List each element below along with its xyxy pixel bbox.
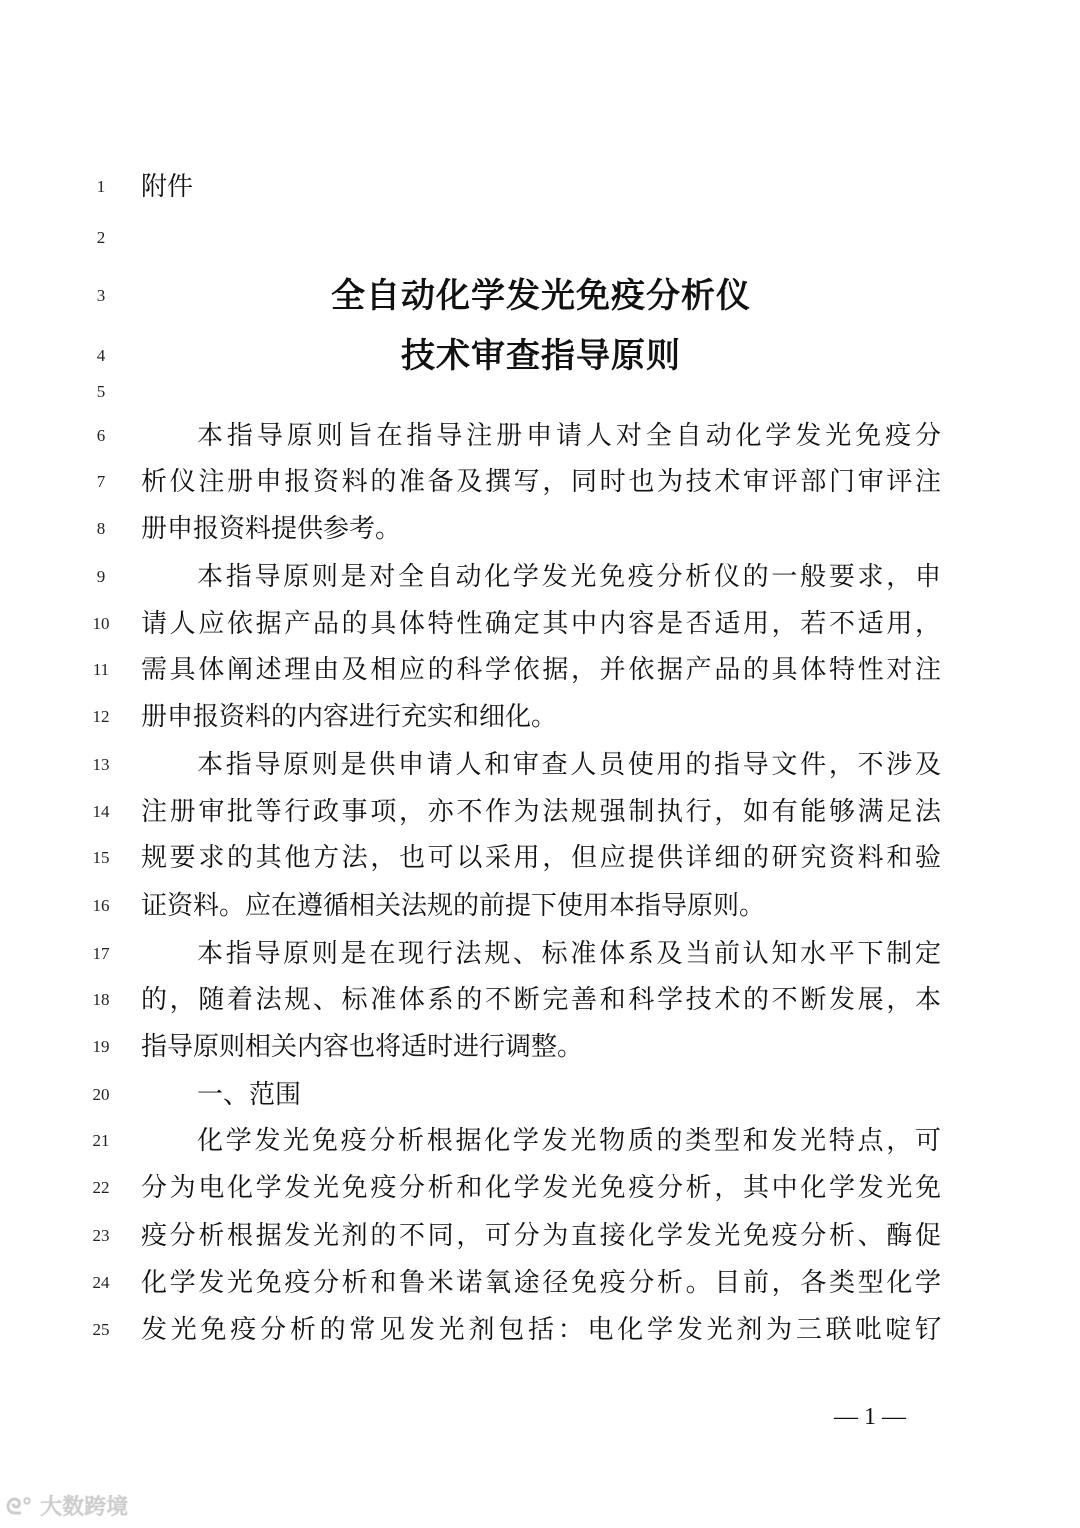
line-number: 11 [92, 660, 110, 679]
paragraph-line: 注册审批等行政事项，亦不作为法规强制执行，如有能够满足法 [141, 797, 941, 827]
line-number: 24 [92, 1273, 110, 1292]
document-line [0, 372, 1080, 412]
line-number: 3 [96, 286, 106, 305]
line-number: 12 [92, 707, 110, 726]
page-number: — 1 — [834, 1404, 906, 1430]
document-line [0, 336, 1080, 376]
document-line [0, 276, 1080, 316]
line-number: 13 [92, 755, 110, 774]
paragraph-line: 册申报资料的内容进行充实和细化。 [141, 702, 558, 732]
document-line [0, 980, 1080, 1020]
document-line [0, 792, 1080, 832]
line-number: 4 [96, 346, 106, 365]
line-number: 21 [92, 1131, 110, 1150]
line-number: 7 [96, 472, 106, 491]
line-number: 19 [92, 1037, 110, 1056]
paragraph-line: 本指导原则是供申请人和审查人员使用的指导文件，不涉及 [197, 750, 941, 780]
line-number: 18 [92, 990, 110, 1009]
section-heading: 附件 [141, 172, 194, 202]
document-line [0, 934, 1080, 974]
document-title: 技术审查指导原则 [401, 336, 681, 376]
paragraph-line: 册申报资料提供参考。 [141, 514, 402, 544]
document-line [0, 1075, 1080, 1115]
document-line [0, 697, 1080, 737]
line-number: 14 [92, 802, 110, 821]
paragraph-line: 分为电化学发光免疫分析和化学发光免疫分析，其中化学发光免 [141, 1173, 941, 1203]
paragraph-line: 指导原则相关内容也将适时进行调整。 [141, 1032, 584, 1062]
paragraph-line: 发光免疫分析的常见发光剂包括：电化学发光剂为三联吡啶钌 [141, 1315, 941, 1345]
document-line [0, 1121, 1080, 1161]
paragraph-line: 规要求的其他方法，也可以采用，但应提供详细的研究资料和验 [141, 843, 941, 873]
document-line [0, 462, 1080, 502]
document-line [0, 604, 1080, 644]
document-line [0, 218, 1080, 258]
document-line [0, 745, 1080, 785]
section-heading: 一、范围 [197, 1080, 302, 1110]
paragraph-line: 析仪注册申报资料的准备及撰写，同时也为技术审评部门审评注 [141, 467, 941, 497]
line-number: 16 [92, 896, 110, 915]
document-line [0, 650, 1080, 690]
document-line [0, 1027, 1080, 1067]
document-line [0, 1168, 1080, 1208]
paragraph-line: 疫分析根据发光剂的不同，可分为直接化学发光免疫分析、酶促 [141, 1221, 941, 1251]
line-number: 8 [96, 519, 106, 538]
line-number: 10 [92, 614, 110, 633]
document-line [0, 1310, 1080, 1350]
paragraph-line: 需具体阐述理由及相应的科学依据，并依据产品的具体特性对注 [141, 655, 941, 685]
line-number: 9 [96, 567, 106, 586]
line-number: 23 [92, 1226, 110, 1245]
paragraph-line: 本指导原则是对全自动化学发光免疫分析仪的一般要求，申 [197, 562, 941, 592]
paragraph-line: 本指导原则是在现行法规、标准体系及当前认知水平下制定 [197, 939, 941, 969]
line-number: 2 [96, 228, 106, 247]
line-number: 15 [92, 848, 110, 867]
paragraph-line: 证资料。应在遵循相关法规的前提下使用本指导原则。 [141, 891, 766, 921]
line-number: 5 [96, 382, 106, 401]
document-line [0, 509, 1080, 549]
document-line [0, 1216, 1080, 1256]
paragraph-line: 请人应依据产品的具体特性确定其中内容是否适用，若不适用， [141, 609, 941, 639]
document-line [0, 557, 1080, 597]
line-number: 17 [92, 944, 110, 963]
line-number: 1 [96, 177, 106, 196]
line-number: 6 [96, 426, 106, 445]
document-title: 全自动化学发光免疫分析仪 [331, 276, 751, 316]
paragraph-line: 的，随着法规、标准体系的不断完善和科学技术的不断发展，本 [141, 985, 941, 1015]
paragraph-line: 化学发光免疫分析和鲁米诺氧途径免疫分析。目前，各类型化学 [141, 1268, 941, 1298]
document-line [0, 416, 1080, 456]
document-line [0, 838, 1080, 878]
paragraph-line: 化学发光免疫分析根据化学发光物质的类型和发光特点，可 [197, 1126, 941, 1156]
line-number: 20 [92, 1085, 110, 1104]
document-line [0, 886, 1080, 926]
line-number: 22 [92, 1178, 110, 1197]
document-line [0, 167, 1080, 207]
watermark-logo: ᘓ° 大数跨境 [6, 1495, 129, 1520]
line-number: 25 [92, 1320, 110, 1339]
document-line [0, 1263, 1080, 1303]
watermark-text: 大数跨境 [40, 1495, 129, 1520]
paragraph-line: 本指导原则旨在指导注册申请人对全自动化学发光免疫分 [197, 421, 941, 451]
